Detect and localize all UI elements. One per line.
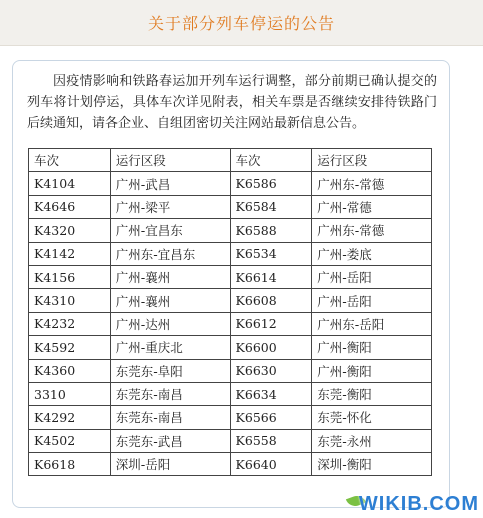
route-cell: 东莞东-南昌	[110, 406, 230, 429]
train-number-cell: K4360	[29, 359, 111, 382]
train-number-cell: K6566	[230, 406, 312, 429]
table-row	[29, 406, 432, 429]
route-cell: 广州-衡阳	[312, 336, 432, 359]
train-number-cell: K4320	[29, 219, 111, 242]
table-row	[29, 382, 432, 405]
route-cell: 广州东-宜昌东	[110, 242, 230, 265]
route-cell: 深圳-衡阳	[312, 453, 432, 476]
route-cell: 广州东-常德	[312, 219, 432, 242]
column-header-train-no: 车次	[230, 149, 312, 172]
route-cell: 广州-常德	[312, 195, 432, 218]
train-number-cell: K4292	[29, 406, 111, 429]
train-number-cell: K6618	[29, 453, 111, 476]
table-row	[29, 429, 432, 452]
route-cell: 广州-重庆北	[110, 336, 230, 359]
train-number-cell: K4310	[29, 289, 111, 312]
train-number-cell: K4502	[29, 429, 111, 452]
train-number-cell: K6640	[230, 453, 312, 476]
train-number-cell: K6588	[230, 219, 312, 242]
route-cell: 广州东-岳阳	[312, 312, 432, 335]
route-cell: 东莞东-南昌	[110, 382, 230, 405]
table-header-row	[29, 149, 432, 172]
route-cell: 深圳-岳阳	[110, 453, 230, 476]
table-row	[29, 219, 432, 242]
column-header-train-no: 车次	[29, 149, 111, 172]
route-cell: 东莞-永州	[312, 429, 432, 452]
train-number-cell: K4232	[29, 312, 111, 335]
page-header	[0, 0, 483, 46]
train-number-cell: K6608	[230, 289, 312, 312]
table-row	[29, 289, 432, 312]
route-cell: 东莞东-阜阳	[110, 359, 230, 382]
table-row	[29, 242, 432, 265]
table-row	[29, 265, 432, 288]
route-cell: 广州-襄州	[110, 289, 230, 312]
notice-text: 因疫情影响和铁路春运加开列车运行调整，部分前期已确认提交的列车将计划停运，具体车次详见附表，相关车票是否继续安排待铁路门后续通知，请各企业、自组团密切关注网站最新信息公告。	[27, 74, 437, 131]
train-number-cell: K6634	[230, 382, 312, 405]
train-number-cell: K6534	[230, 242, 312, 265]
route-cell: 广州-达州	[110, 312, 230, 335]
route-cell: 东莞-衡阳	[312, 382, 432, 405]
train-number-cell: K6600	[230, 336, 312, 359]
route-cell: 东莞东-武昌	[110, 429, 230, 452]
train-number-cell: K4104	[29, 172, 111, 195]
route-cell: 广州-襄州	[110, 265, 230, 288]
table-row	[29, 336, 432, 359]
train-number-cell: K6586	[230, 172, 312, 195]
train-number-cell: K6558	[230, 429, 312, 452]
suspended-trains-table	[28, 148, 432, 476]
column-header-route: 运行区段	[110, 149, 230, 172]
table-row	[29, 172, 432, 195]
route-cell: 东莞-怀化	[312, 406, 432, 429]
train-number-cell: 3310	[29, 382, 111, 405]
train-number-cell: K4646	[29, 195, 111, 218]
table-row	[29, 359, 432, 382]
watermark-logo: WIKIB.COM	[358, 493, 479, 515]
train-number-cell: K6584	[230, 195, 312, 218]
table-row	[29, 195, 432, 218]
route-cell: 广州-武昌	[110, 172, 230, 195]
route-cell: 广州-宜昌东	[110, 219, 230, 242]
table-row	[29, 453, 432, 476]
page-title: 关于部分列车停运的公告	[147, 14, 335, 33]
train-number-cell: K4156	[29, 265, 111, 288]
train-number-cell: K6614	[230, 265, 312, 288]
route-cell: 广州-娄底	[312, 242, 432, 265]
route-cell: 广州-岳阳	[312, 289, 432, 312]
train-number-cell: K4142	[29, 242, 111, 265]
route-cell: 广州东-常德	[312, 172, 432, 195]
train-number-cell: K4592	[29, 336, 111, 359]
column-header-route: 运行区段	[312, 149, 432, 172]
route-cell: 广州-岳阳	[312, 265, 432, 288]
train-number-cell: K6630	[230, 359, 312, 382]
train-number-cell: K6612	[230, 312, 312, 335]
table-row	[29, 312, 432, 335]
route-cell: 广州-梁平	[110, 195, 230, 218]
route-cell: 广州-衡阳	[312, 359, 432, 382]
